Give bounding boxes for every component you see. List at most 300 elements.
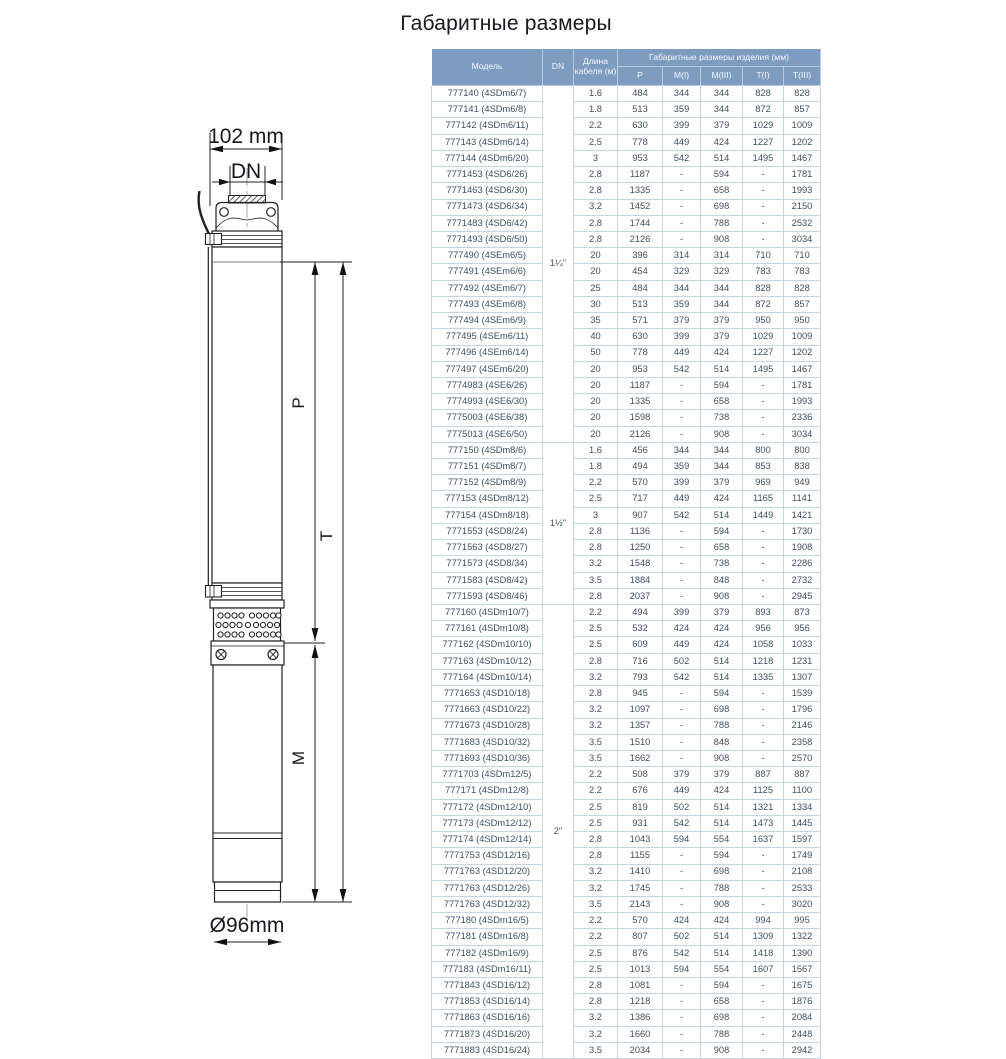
- dim-ti-cell: 887: [743, 767, 784, 783]
- dim-p-cell: 945: [618, 686, 663, 702]
- cable-length-cell: 3.2: [574, 1026, 618, 1042]
- dim-tiii-cell: 1009: [784, 329, 821, 345]
- model-cell: 777497 (4SEm6/20): [432, 361, 543, 377]
- dim-mi-cell: 379: [663, 767, 701, 783]
- dim-ti-cell: -: [743, 231, 784, 247]
- dim-miii-cell: 788: [701, 1026, 743, 1042]
- dim-miii-cell: 344: [701, 86, 743, 102]
- dim-mi-cell: -: [663, 750, 701, 766]
- cable-length-cell: 2.8: [574, 686, 618, 702]
- dim-mi-cell: 449: [663, 637, 701, 653]
- model-cell: 7771553 (4SD8/24): [432, 523, 543, 539]
- dim-mi-cell: -: [663, 1026, 701, 1042]
- dn-group-cell: 2": [543, 605, 574, 1059]
- model-cell: 7771763 (4SD12/32): [432, 896, 543, 912]
- dim-miii-cell: 658: [701, 183, 743, 199]
- table-row: [432, 832, 821, 848]
- dim-ti-cell: 893: [743, 605, 784, 621]
- dim-tiii-cell: 2532: [784, 215, 821, 231]
- dim-ti-cell: -: [743, 377, 784, 393]
- cable-length-cell: 2.8: [574, 231, 618, 247]
- dim-ti-cell: -: [743, 199, 784, 215]
- dim-tiii-cell: 995: [784, 913, 821, 929]
- dim-tiii-cell: 1231: [784, 653, 821, 669]
- model-cell: 777140 (4SDm6/7): [432, 86, 543, 102]
- model-cell: 7771863 (4SD16/16): [432, 1010, 543, 1026]
- dim-p-cell: 1548: [618, 556, 663, 572]
- model-cell: 7771753 (4SD12/16): [432, 848, 543, 864]
- dim-ti-cell: -: [743, 394, 784, 410]
- table-row: [432, 167, 821, 183]
- model-cell: 777154 (4SDm8/18): [432, 507, 543, 523]
- model-cell: 777181 (4SDm16/8): [432, 929, 543, 945]
- dim-p-cell: 1884: [618, 572, 663, 588]
- dim-tiii-cell: 2448: [784, 1026, 821, 1042]
- dim-miii-cell: 698: [701, 1010, 743, 1026]
- dim-ti-cell: -: [743, 1042, 784, 1058]
- dim-miii-cell: 379: [701, 313, 743, 329]
- dim-tiii-cell: 1675: [784, 978, 821, 994]
- dim-mi-cell: 542: [663, 507, 701, 523]
- dim-mi-cell: 344: [663, 86, 701, 102]
- dim-ti-cell: -: [743, 718, 784, 734]
- dim-ti-cell: 1029: [743, 118, 784, 134]
- dim-miii-cell: 379: [701, 329, 743, 345]
- dim-p-cell: 1335: [618, 183, 663, 199]
- dim-mi-cell: 399: [663, 118, 701, 134]
- model-cell: 7775003 (4SE6/38): [432, 410, 543, 426]
- dim-p-cell: 454: [618, 264, 663, 280]
- cable-length-cell: 2.8: [574, 832, 618, 848]
- dim-miii-cell: 424: [701, 913, 743, 929]
- table-row: [432, 426, 821, 442]
- dim-p-cell: 2126: [618, 426, 663, 442]
- dim-p-cell: 2034: [618, 1042, 663, 1058]
- dim-miii-cell: 514: [701, 669, 743, 685]
- cable-length-cell: 2.8: [574, 183, 618, 199]
- dim-ti-cell: 1495: [743, 150, 784, 166]
- dim-p-cell: 1043: [618, 832, 663, 848]
- dim-miii-cell: 424: [701, 345, 743, 361]
- p-dimension-line: [289, 262, 318, 641]
- dim-ti-cell: -: [743, 588, 784, 604]
- dim-tiii-cell: 1100: [784, 783, 821, 799]
- cable-length-cell: 2.5: [574, 961, 618, 977]
- cable-length-cell: 2.8: [574, 540, 618, 556]
- dim-tiii-cell: 1876: [784, 994, 821, 1010]
- dim-ti-cell: -: [743, 880, 784, 896]
- table-header: [432, 49, 821, 86]
- dim-ti-cell: -: [743, 540, 784, 556]
- dim-p-cell: 570: [618, 913, 663, 929]
- model-cell: 7771673 (4SD10/28): [432, 718, 543, 734]
- table-row: [432, 929, 821, 945]
- dim-p-cell: 1598: [618, 410, 663, 426]
- table-row: [432, 750, 821, 766]
- model-cell: 777495 (4SEm6/11): [432, 329, 543, 345]
- dim-ti-cell: 800: [743, 442, 784, 458]
- header-dim-mi: M(I): [663, 67, 701, 86]
- dim-mi-cell: 449: [663, 345, 701, 361]
- dim-miii-cell: 908: [701, 1042, 743, 1058]
- model-cell: 777180 (4SDm16/5): [432, 913, 543, 929]
- dim-ti-cell: 969: [743, 475, 784, 491]
- cable-length-cell: 2.2: [574, 913, 618, 929]
- dim-mi-cell: 502: [663, 929, 701, 945]
- model-cell: 777493 (4SEm6/8): [432, 296, 543, 312]
- table-row: [432, 1042, 821, 1058]
- dim-p-cell: 676: [618, 783, 663, 799]
- table-row: [432, 686, 821, 702]
- dim-ti-cell: -: [743, 167, 784, 183]
- table-row: [432, 102, 821, 118]
- cable-length-cell: 20: [574, 426, 618, 442]
- cable-length-cell: 2.5: [574, 815, 618, 831]
- table-row: [432, 459, 821, 475]
- table-row: [432, 231, 821, 247]
- cable-length-cell: 3.2: [574, 556, 618, 572]
- dim-miii-cell: 788: [701, 718, 743, 734]
- dim-ti-cell: 872: [743, 296, 784, 312]
- model-cell: 7774993 (4SE6/30): [432, 394, 543, 410]
- table-row: [432, 864, 821, 880]
- cable-length-cell: 2.8: [574, 994, 618, 1010]
- dim-mi-cell: 379: [663, 313, 701, 329]
- table-row: [432, 1026, 821, 1042]
- dimensions-table: [431, 48, 821, 1059]
- dim-miii-cell: 788: [701, 880, 743, 896]
- dim-miii-cell: 594: [701, 523, 743, 539]
- dim-p-cell: 807: [618, 929, 663, 945]
- table-row: [432, 507, 821, 523]
- motor-body: [213, 665, 282, 902]
- model-cell: 777163 (4SDm10/12): [432, 653, 543, 669]
- model-cell: 7771703 (4SDm12/5): [432, 767, 543, 783]
- dim-miii-cell: 594: [701, 848, 743, 864]
- cable-length-cell: 2.2: [574, 118, 618, 134]
- dim-p-cell: 778: [618, 134, 663, 150]
- header-dimensions-group: Габаритные размеры изделия (мм): [618, 49, 821, 67]
- dim-mi-cell: 542: [663, 361, 701, 377]
- dim-miii-cell: 424: [701, 637, 743, 653]
- dim-mi-cell: -: [663, 523, 701, 539]
- page-title: Габаритные размеры: [400, 12, 612, 35]
- model-cell: 7771763 (4SD12/26): [432, 880, 543, 896]
- dim-ti-cell: -: [743, 572, 784, 588]
- dim-p-cell: 571: [618, 313, 663, 329]
- cable-length-cell: 2.8: [574, 167, 618, 183]
- dim-tiii-cell: 949: [784, 475, 821, 491]
- dim-ti-cell: -: [743, 410, 784, 426]
- dim-tiii-cell: 1141: [784, 491, 821, 507]
- table-row: [432, 653, 821, 669]
- dim-ti-cell: 1473: [743, 815, 784, 831]
- t-dimension-label: T: [317, 530, 336, 542]
- dim-miii-cell: 424: [701, 783, 743, 799]
- dim-tiii-cell: 1445: [784, 815, 821, 831]
- cable-length-cell: 3: [574, 150, 618, 166]
- dim-tiii-cell: 1730: [784, 523, 821, 539]
- dim-ti-cell: -: [743, 994, 784, 1010]
- table-row: [432, 637, 821, 653]
- dim-tiii-cell: 1390: [784, 945, 821, 961]
- cable-length-cell: 20: [574, 264, 618, 280]
- model-cell: 7771663 (4SD10/22): [432, 702, 543, 718]
- model-cell: 7771853 (4SD16/14): [432, 994, 543, 1010]
- table-row: [432, 799, 821, 815]
- dim-mi-cell: 399: [663, 605, 701, 621]
- dim-p-cell: 484: [618, 280, 663, 296]
- dim-mi-cell: -: [663, 410, 701, 426]
- dim-miii-cell: 908: [701, 231, 743, 247]
- dim-miii-cell: 344: [701, 102, 743, 118]
- dim-miii-cell: 908: [701, 426, 743, 442]
- dim-ti-cell: 1418: [743, 945, 784, 961]
- dim-tiii-cell: 1993: [784, 183, 821, 199]
- dim-ti-cell: -: [743, 1026, 784, 1042]
- dim-mi-cell: -: [663, 978, 701, 994]
- cable-length-cell: 2.2: [574, 767, 618, 783]
- cable-length-cell: 3.5: [574, 734, 618, 750]
- table-body: [432, 86, 821, 1059]
- dim-miii-cell: 554: [701, 832, 743, 848]
- dim-mi-cell: 314: [663, 248, 701, 264]
- dim-miii-cell: 344: [701, 296, 743, 312]
- cable-length-cell: 1.8: [574, 459, 618, 475]
- table-row: [432, 994, 821, 1010]
- cable-length-cell: 20: [574, 410, 618, 426]
- cable-length-cell: 1.6: [574, 442, 618, 458]
- cable-length-cell: 2.8: [574, 978, 618, 994]
- dim-ti-cell: 1165: [743, 491, 784, 507]
- cable-length-cell: 25: [574, 280, 618, 296]
- model-cell: 7775013 (4SE6/50): [432, 426, 543, 442]
- dim-ti-cell: 1607: [743, 961, 784, 977]
- table-row: [432, 767, 821, 783]
- dim-ti-cell: -: [743, 978, 784, 994]
- dim-p-cell: 1136: [618, 523, 663, 539]
- model-cell: 7771483 (4SD6/42): [432, 215, 543, 231]
- dim-miii-cell: 788: [701, 215, 743, 231]
- dim-tiii-cell: 1009: [784, 118, 821, 134]
- dim-mi-cell: 424: [663, 913, 701, 929]
- dim-mi-cell: -: [663, 994, 701, 1010]
- dim-tiii-cell: 2732: [784, 572, 821, 588]
- dim-p-cell: 953: [618, 361, 663, 377]
- dim-tiii-cell: 2084: [784, 1010, 821, 1026]
- dim-miii-cell: 379: [701, 767, 743, 783]
- dim-tiii-cell: 828: [784, 280, 821, 296]
- dim-mi-cell: -: [663, 572, 701, 588]
- dim-ti-cell: 872: [743, 102, 784, 118]
- dim-p-cell: 513: [618, 102, 663, 118]
- dim-tiii-cell: 828: [784, 86, 821, 102]
- table-row: [432, 329, 821, 345]
- dim-tiii-cell: 783: [784, 264, 821, 280]
- dim-mi-cell: 344: [663, 442, 701, 458]
- header-dn: DN: [543, 49, 574, 86]
- model-cell: 777141 (4SDm6/8): [432, 102, 543, 118]
- dim-miii-cell: 514: [701, 815, 743, 831]
- model-cell: 777161 (4SDm10/8): [432, 621, 543, 637]
- dim-tiii-cell: 2150: [784, 199, 821, 215]
- table-row: [432, 491, 821, 507]
- dim-mi-cell: -: [663, 880, 701, 896]
- cable-length-cell: 2.5: [574, 491, 618, 507]
- model-cell: 777162 (4SDm10/10): [432, 637, 543, 653]
- dim-p-cell: 494: [618, 605, 663, 621]
- cable-length-cell: 3.5: [574, 572, 618, 588]
- dim-ti-cell: 950: [743, 313, 784, 329]
- dim-p-cell: 907: [618, 507, 663, 523]
- dim-miii-cell: 514: [701, 507, 743, 523]
- dim-tiii-cell: 857: [784, 102, 821, 118]
- dim-miii-cell: 908: [701, 588, 743, 604]
- dim-mi-cell: 359: [663, 296, 701, 312]
- dim-tiii-cell: 873: [784, 605, 821, 621]
- dim-mi-cell: -: [663, 199, 701, 215]
- header-dim-tiii: T(III): [784, 67, 821, 86]
- dim-p-cell: 1410: [618, 864, 663, 880]
- table-row: [432, 588, 821, 604]
- width-dimension-label: 102 mm: [208, 125, 284, 148]
- dim-tiii-cell: 1567: [784, 961, 821, 977]
- dim-p-cell: 1452: [618, 199, 663, 215]
- dim-ti-cell: 994: [743, 913, 784, 929]
- dim-mi-cell: 449: [663, 134, 701, 150]
- dim-mi-cell: 542: [663, 815, 701, 831]
- dim-mi-cell: -: [663, 394, 701, 410]
- dim-ti-cell: 853: [743, 459, 784, 475]
- dim-tiii-cell: 3034: [784, 426, 821, 442]
- model-cell: 7771463 (4SD6/30): [432, 183, 543, 199]
- dim-p-cell: 793: [618, 669, 663, 685]
- m-dimension-line: [289, 645, 318, 902]
- dim-p-cell: 494: [618, 459, 663, 475]
- dim-ti-cell: -: [743, 864, 784, 880]
- model-cell: 7771493 (4SD6/50): [432, 231, 543, 247]
- model-cell: 7771593 (4SD8/46): [432, 588, 543, 604]
- dim-miii-cell: 514: [701, 929, 743, 945]
- dim-p-cell: 456: [618, 442, 663, 458]
- dim-mi-cell: -: [663, 588, 701, 604]
- dim-miii-cell: 424: [701, 621, 743, 637]
- dim-mi-cell: -: [663, 426, 701, 442]
- dim-p-cell: 1745: [618, 880, 663, 896]
- model-cell: 777160 (4SDm10/7): [432, 605, 543, 621]
- cable-length-cell: 20: [574, 377, 618, 393]
- cable-length-cell: 2.8: [574, 215, 618, 231]
- cable-length-cell: 30: [574, 296, 618, 312]
- suction-strainer: [210, 600, 284, 641]
- dim-mi-cell: -: [663, 702, 701, 718]
- dim-mi-cell: -: [663, 686, 701, 702]
- dim-ti-cell: 1227: [743, 345, 784, 361]
- model-cell: 7774983 (4SE6/26): [432, 377, 543, 393]
- table-row: [432, 199, 821, 215]
- dim-mi-cell: 399: [663, 329, 701, 345]
- dim-p-cell: 876: [618, 945, 663, 961]
- table-row: [432, 150, 821, 166]
- cable-length-cell: 1.6: [574, 86, 618, 102]
- dim-miii-cell: 514: [701, 361, 743, 377]
- dim-ti-cell: -: [743, 426, 784, 442]
- table-row: [432, 523, 821, 539]
- dimensions-table-wrap: [431, 48, 820, 1059]
- dim-tiii-cell: 2146: [784, 718, 821, 734]
- table-row: [432, 669, 821, 685]
- model-cell: 777496 (4SEm6/14): [432, 345, 543, 361]
- cable-length-cell: 2.2: [574, 783, 618, 799]
- table-row: [432, 945, 821, 961]
- cable-length-cell: 2.8: [574, 523, 618, 539]
- model-cell: 777491 (4SEm6/6): [432, 264, 543, 280]
- dim-mi-cell: 424: [663, 621, 701, 637]
- cable-length-cell: 3.2: [574, 1010, 618, 1026]
- model-cell: 777153 (4SDm8/12): [432, 491, 543, 507]
- cable-length-cell: 2.2: [574, 929, 618, 945]
- dn-group-cell: 1½": [543, 442, 574, 604]
- dim-miii-cell: 908: [701, 896, 743, 912]
- cable-length-cell: 2.8: [574, 653, 618, 669]
- cable-length-cell: 1.8: [574, 102, 618, 118]
- table-row: [432, 605, 821, 621]
- model-cell: 7771583 (4SD8/42): [432, 572, 543, 588]
- dim-tiii-cell: 1796: [784, 702, 821, 718]
- dim-tiii-cell: 2945: [784, 588, 821, 604]
- dim-p-cell: 1662: [618, 750, 663, 766]
- dim-p-cell: 1081: [618, 978, 663, 994]
- cable-length-cell: 3.2: [574, 718, 618, 734]
- dim-p-cell: 1187: [618, 167, 663, 183]
- dim-miii-cell: 344: [701, 280, 743, 296]
- dim-tiii-cell: 2942: [784, 1042, 821, 1058]
- dim-tiii-cell: 1781: [784, 167, 821, 183]
- dim-mi-cell: -: [663, 1010, 701, 1026]
- model-cell: 7771843 (4SD16/12): [432, 978, 543, 994]
- pump-dimension-drawing: [0, 0, 430, 1000]
- dim-ti-cell: 1495: [743, 361, 784, 377]
- dim-mi-cell: 359: [663, 102, 701, 118]
- dim-tiii-cell: 838: [784, 459, 821, 475]
- dim-mi-cell: 594: [663, 832, 701, 848]
- dim-mi-cell: 329: [663, 264, 701, 280]
- cable-length-cell: 20: [574, 394, 618, 410]
- cable-length-cell: 3.2: [574, 199, 618, 215]
- model-cell: 7771653 (4SD10/18): [432, 686, 543, 702]
- dim-mi-cell: 502: [663, 799, 701, 815]
- dim-tiii-cell: 1993: [784, 394, 821, 410]
- dim-p-cell: 2143: [618, 896, 663, 912]
- dim-p-cell: 1187: [618, 377, 663, 393]
- cable-length-cell: 50: [574, 345, 618, 361]
- dim-miii-cell: 848: [701, 734, 743, 750]
- cable-length-cell: 3.5: [574, 750, 618, 766]
- cable-length-cell: 3.2: [574, 702, 618, 718]
- table-row: [432, 134, 821, 150]
- dim-tiii-cell: 1781: [784, 377, 821, 393]
- dim-ti-cell: -: [743, 896, 784, 912]
- dim-p-cell: 609: [618, 637, 663, 653]
- dim-p-cell: 2126: [618, 231, 663, 247]
- dim-p-cell: 532: [618, 621, 663, 637]
- table-row: [432, 734, 821, 750]
- table-row: [432, 264, 821, 280]
- dim-p-cell: 1097: [618, 702, 663, 718]
- dn-group-cell: 1¼": [543, 86, 574, 443]
- table-row: [432, 896, 821, 912]
- model-cell: 777490 (4SEm6/5): [432, 248, 543, 264]
